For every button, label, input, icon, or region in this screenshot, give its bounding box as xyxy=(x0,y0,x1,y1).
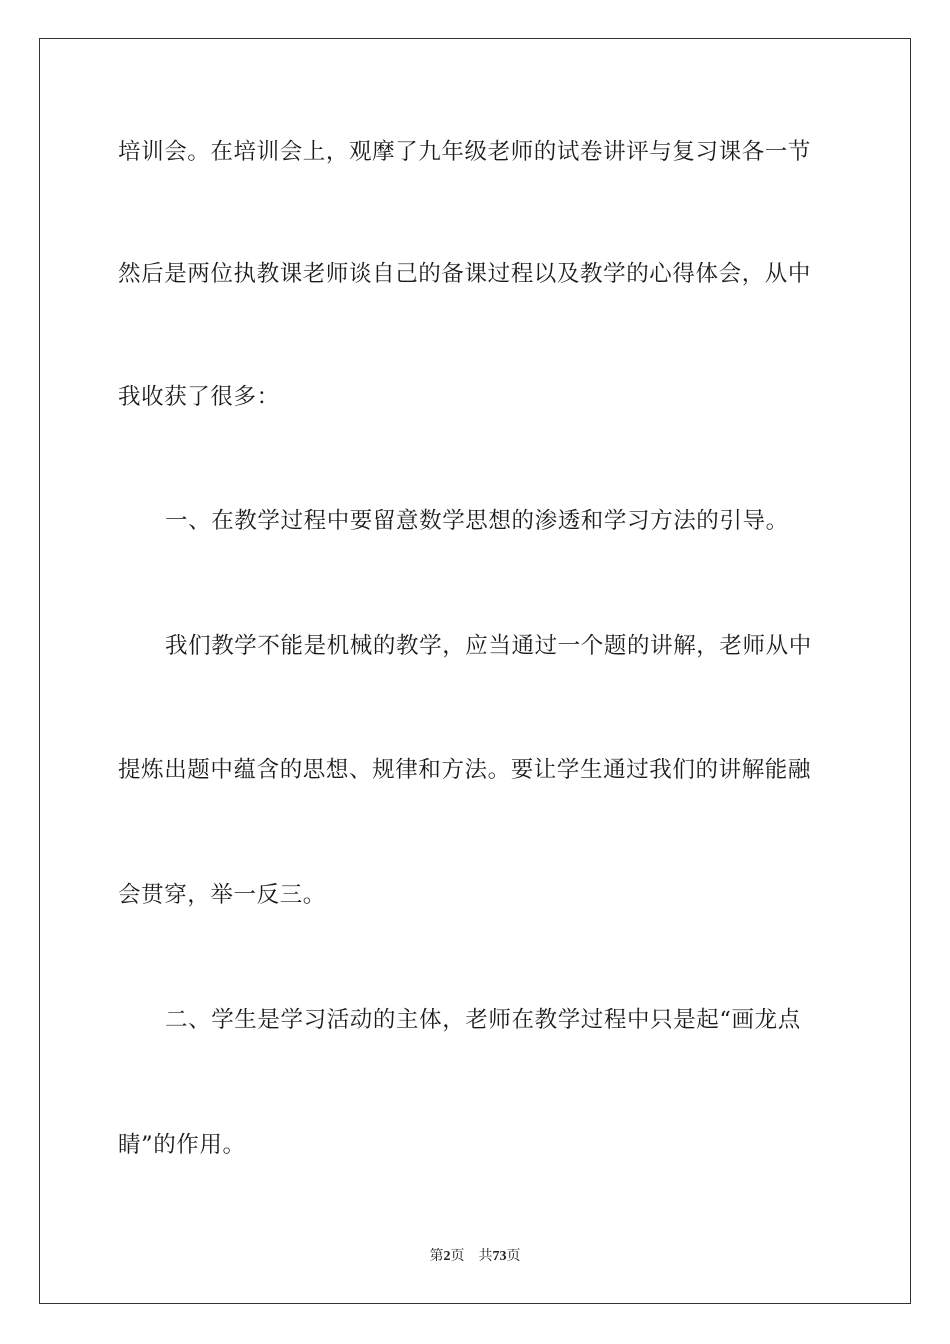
body-line-7: 会贯穿，举一反三。 xyxy=(118,882,326,908)
footer-total-prefix: 共 xyxy=(478,1249,493,1264)
page-footer xyxy=(0,1248,950,1266)
body-line-2: 然后是两位执教课老师谈自己的备课过程以及教学的心得体会，从中 xyxy=(118,261,812,287)
footer-page-prefix: 第 xyxy=(429,1249,444,1264)
body-line-5: 我们教学不能是机械的教学，应当通过一个题的讲解，老师从中 xyxy=(165,633,812,659)
footer-total-pages: 73 xyxy=(492,1249,507,1264)
page-frame xyxy=(39,38,911,1304)
body-line-6: 提炼出题中蕴含的思想、规律和方法。要让学生通过我们的讲解能融 xyxy=(118,757,812,783)
body-line-8: 二、学生是学习活动的主体，老师在教学过程中只是起“画龙点 xyxy=(165,1007,801,1033)
footer-page-suffix: 页 xyxy=(450,1249,465,1264)
body-line-4: 一、在教学过程中要留意数学思想的渗透和学习方法的引导。 xyxy=(165,508,789,534)
body-line-1: 培训会。在培训会上，观摩了九年级老师的试卷讲评与复习课各一节 xyxy=(118,139,812,165)
footer-page-number: 2 xyxy=(443,1249,451,1264)
body-line-9: 睛”的作用。 xyxy=(118,1132,246,1158)
footer-total-suffix: 页 xyxy=(506,1249,521,1264)
body-line-3: 我收获了很多： xyxy=(118,384,280,410)
